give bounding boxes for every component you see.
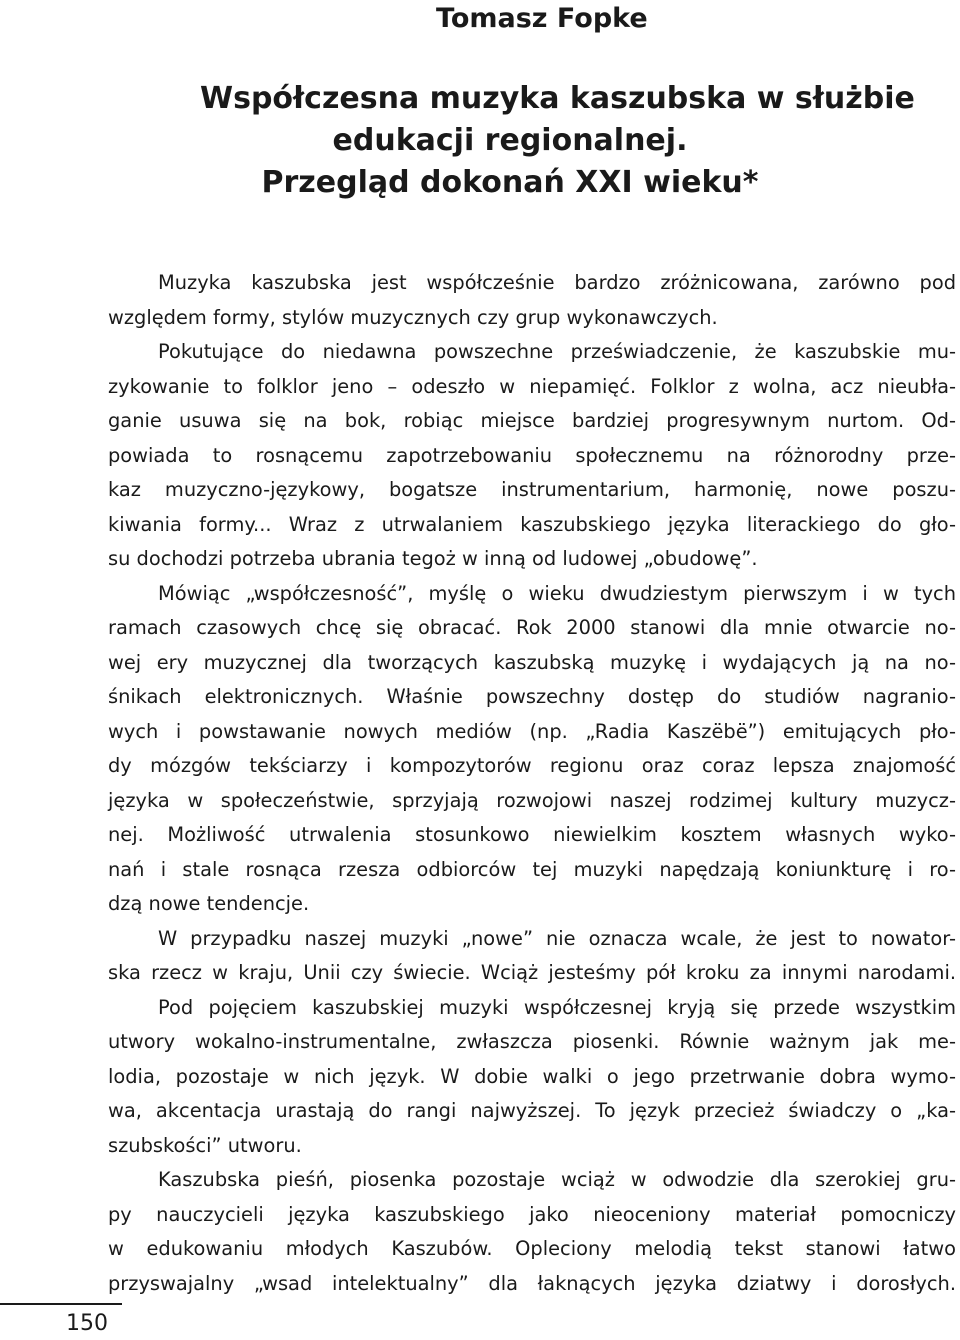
body-line: względem formy, stylów muzycznych czy grup wykonawczych. (108, 305, 718, 329)
body-line: śnikach elektronicznych. Właśnie powszechny dostęp do studiów nagranio- (108, 685, 956, 708)
body-line: wa, akcentacja urastają do rangi najwyższej. To język przecież świadczy o „ka- (108, 1099, 956, 1122)
title-line: Przegląd dokonań XXI wieku* (261, 165, 759, 200)
article-body (108, 266, 956, 1301)
body-line: przyswajalny „wsad intelektualny” dla łaknących języka dziatwy i dorosłych. (108, 1271, 956, 1295)
body-line: dy mózgów tekściarzy i kompozytorów regionu oraz coraz lepsza znajomość (108, 754, 956, 777)
body-line: W przypadku naszej muzyki „nowe” nie oznacza wcale, że jest to nowator- (158, 926, 956, 950)
body-line: Mówiąc „współczesność”, myślę o wieku dwudziestym pierwszym i w tych (158, 581, 956, 605)
title-line: edukacji regionalnej. (332, 123, 688, 158)
body-line: kaz muzyczno-językowy, bogatsze instrumentarium, harmonię, nowe poszu- (108, 478, 956, 501)
body-line: utwory wokalno-instrumentalne, zwłaszcza piosenki. Równie ważnym jak me- (108, 1030, 956, 1053)
body-line: języka w społeczeństwie, sprzyjają rozwojowi naszej rodzimej kultury muzycz- (108, 788, 956, 812)
body-line: ramach czasowych chcę się obracać. Rok 2000 stanowi dla mnie otwarcie no- (108, 616, 956, 639)
page-number-rule (0, 1303, 122, 1305)
author-name: Tomasz Fopke (436, 3, 648, 34)
body-line: py nauczycieli języka kaszubskiego jako nieoceniony materiał pomocniczy (108, 1202, 956, 1226)
body-line: Pod pojęciem kaszubskiej muzyki współczesnej kryją się przede wszystkim (158, 995, 956, 1019)
body-line: su dochodzi potrzeba ubrania tegoż w inną od ludowej „obudowę”. (108, 547, 758, 570)
body-line: dzą nowe tendencje. (108, 892, 310, 915)
page-number: 150 (66, 1311, 108, 1336)
body-line: nań i stale rosnąca rzesza odbiorców tej muzyki napędzają koniunkturę i ro- (108, 857, 956, 881)
body-line: Pokutujące do niedawna powszechne przeświadczenie, że kaszubskie mu- (158, 340, 956, 363)
title-line: Współczesna muzyka kaszubska w służbie (200, 81, 915, 116)
body-line: zykowanie to folklor jeno – odeszło w niepamięć. Folklor z wolna, acz nieubła- (108, 374, 956, 398)
body-line: kiwania formy... Wraz z utrwalaniem kaszubskiego języka literackiego do gło- (108, 512, 956, 536)
body-line: Kaszubska pieśń, piosenka pozostaje wciąż w odwodzie dla szerokiej gru- (158, 1168, 956, 1191)
body-line: ska rzecz w kraju, Unii czy świecie. Wciąż jesteśmy pół kroku za innymi narodami. (108, 961, 956, 984)
body-line: nej. Możliwość utrwalenia stosunkowo niewielkim kosztem własnych wyko- (108, 823, 956, 846)
body-line: Muzyka kaszubska jest współcześnie bardzo zróżnicowana, zarówno pod (158, 271, 956, 294)
body-line: ganie usuwa się na bok, robiąc miejsce bardziej progresywnym nurtom. Od- (108, 409, 956, 432)
body-line: powiada to rosnącemu zapotrzebowaniu społecznemu na różnorodny prze- (108, 443, 956, 467)
body-line: wych i powstawanie nowych mediów (np. „Radia Kaszëbë”) emitujących pło- (108, 719, 956, 743)
article-title (200, 78, 915, 204)
body-line: lodia, pozostaje w nich język. W dobie walki o jego przetrwanie dobra wymo- (108, 1064, 956, 1088)
body-line: w edukowaniu młodych Kaszubów. Opleciony melodią tekst stanowi łatwo (108, 1237, 956, 1260)
body-line: szubskości” utworu. (108, 1133, 302, 1157)
body-line: wej ery muzycznej dla tworzących kaszubską muzykę i wydających ją na no- (108, 650, 956, 674)
